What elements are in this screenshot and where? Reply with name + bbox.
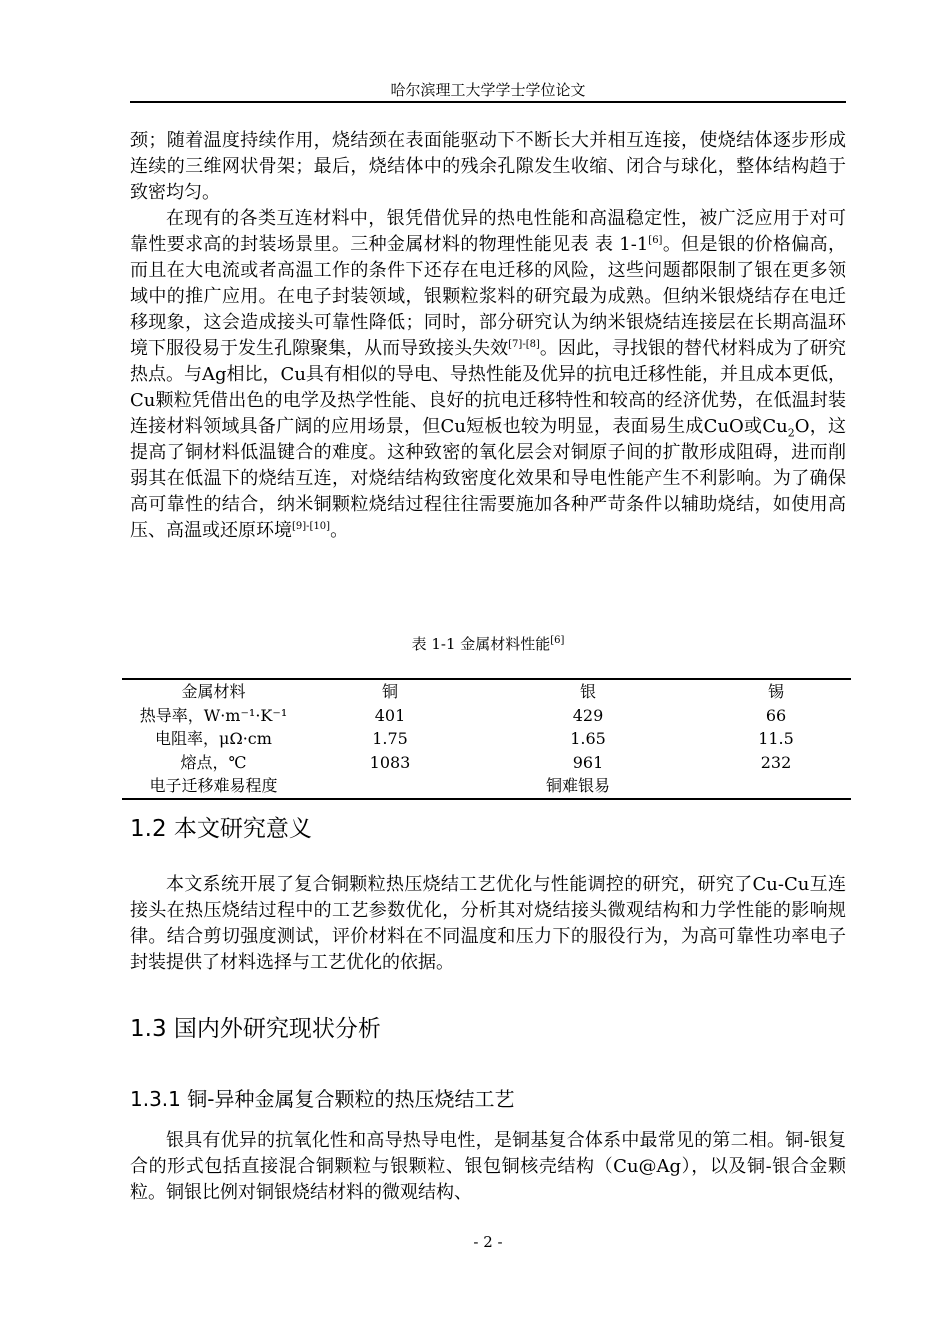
page-number: - 2 - <box>473 1233 503 1251</box>
header-rule <box>130 101 846 103</box>
paragraph-2-text-5: 。 <box>330 520 349 541</box>
table-header-cell: 锡 <box>701 679 851 704</box>
table-header-row <box>122 679 851 704</box>
table-cell: 1.65 <box>570 729 606 749</box>
table-row <box>122 704 851 728</box>
paragraph-section-1-2 <box>130 872 846 976</box>
table-row <box>122 774 851 799</box>
section-1-3-1-text: 银具有优异的抗氧化性和高导热导电性，是铜基复合体系中最常见的第二相。铜-银复合的形式包括直接混合铜颗粒与银颗粒、银包铜核壳结构（Cu@Ag），以及铜-银合金颗粒。铜银比例对铜银烧结材料的微观结构、 <box>130 1130 846 1203</box>
table-cell-merged: 铜难银易 <box>305 774 851 799</box>
table-cell: 电子迁移难易程度 <box>122 774 305 799</box>
subscript-2: 2 <box>787 426 795 440</box>
paragraph-1-text: 颈；随着温度持续作用，烧结颈在表面能驱动下不断长大并相互连接，使烧结体逐步形成连续的三维网状骨架；最后，烧结体中的残余孔隙发生收缩、闭合与球化，整体结构趋于致密均匀。 <box>130 130 846 203</box>
section-heading-1-3: 1.3 国内外研究现状分析 <box>130 1016 381 1042</box>
citation-7-8: [7]-[8] <box>508 339 540 350</box>
paragraph-2-text-2: 。但是银的价格偏高，而且在大电流或者高温工作的条件下还存在电迁移的风险，这些问题都限制了银在更多领域中的推广应用。在电子封装领域，银颗粒浆料的研究最为成熟。但纳米银烧结存在电迁移现象，这会造成接头可靠性降低；同时，部分研究认为纳米银烧结连接层在长期高温环境下服役易于发生孔隙聚集，从而导致接头失效 <box>130 234 846 359</box>
properties-table <box>122 678 851 800</box>
table-cell: 11.5 <box>758 729 794 749</box>
table-cell: 电阻率，μΩ·cm <box>155 729 272 749</box>
table-cell: 1083 <box>369 752 411 772</box>
citation-6: [6] <box>648 235 663 246</box>
table-cell: 66 <box>765 705 787 725</box>
table-cell: 429 <box>572 705 604 725</box>
table-cell: 熔点，℃ <box>180 752 247 772</box>
table-caption <box>130 633 846 655</box>
table-caption-citation: [6] <box>550 635 565 646</box>
table-header-cell: 银 <box>475 679 701 704</box>
table-header-cell: 铜 <box>305 679 475 704</box>
page-header: 哈尔滨理工大学学士学位论文 <box>390 81 586 99</box>
paragraph-2-text-3: 。因此，寻找银的替代材料成为了研究热点。与Ag相比，Cu具有相似的导电、导热性能及优异的抗电迁移性能，并且成本更低，Cu颗粒凭借出色的电学及热学性能、良好的抗电迁移特性和较高的经济优势，在低温封装连接材料领域具备广阔的应用场景，但Cu短板也较为明显，表面易生成CuO或Cu <box>130 338 846 437</box>
paragraph-section-1-3-1 <box>130 1128 846 1206</box>
paragraph-1 <box>130 128 846 544</box>
section-heading-1-3-1: 1.3.1 铜-异种金属复合颗粒的热压烧结工艺 <box>130 1087 515 1111</box>
table-cell: 232 <box>760 752 792 772</box>
table-row <box>122 727 851 751</box>
paragraph-2 <box>130 206 846 544</box>
table-cell: 401 <box>374 705 406 725</box>
section-heading-1-2: 1.2 本文研究意义 <box>130 816 312 842</box>
citation-9-10: [9]-[10] <box>292 521 331 532</box>
paragraph-2-text-4: O，这提高了铜材料低温键合的难度。这种致密的氧化层会对铜原子间的扩散形成阻碍，进而削弱其在低温下的烧结互连，对烧结结构致密度化效果和导电性能产生不利影响。为了确保高可靠性的结合，纳米铜颗粒烧结过程往往需要施加各种严苛条件以辅助烧结，如使用高压、高温或还原环境 <box>130 416 846 541</box>
table-caption-text: 表 1-1 金属材料性能 <box>411 635 551 653</box>
table-cell: 961 <box>572 752 604 772</box>
table-header-cell: 金属材料 <box>122 679 305 704</box>
table-row <box>122 751 851 775</box>
table-cell: 热导率，W·m⁻¹·K⁻¹ <box>139 705 288 725</box>
paragraph-2-text-1: 在现有的各类互连材料中，银凭借优异的热电性能和高温稳定性，被广泛应用于对可靠性要求高的封装场景里。三种金属材料的物理性能见表 表 1-1 <box>130 208 846 255</box>
table-cell: 1.75 <box>372 729 408 749</box>
section-1-2-text: 本文系统开展了复合铜颗粒热压烧结工艺优化与性能调控的研究，研究了Cu-Cu互连接头在热压烧结过程中的工艺参数优化，分析其对烧结接头微观结构和力学性能的影响规律。结合剪切强度测试，评价材料在不同温度和压力下的服役行为，为高可靠性功率电子封装提供了材料选择与工艺优化的依据。 <box>130 874 846 973</box>
